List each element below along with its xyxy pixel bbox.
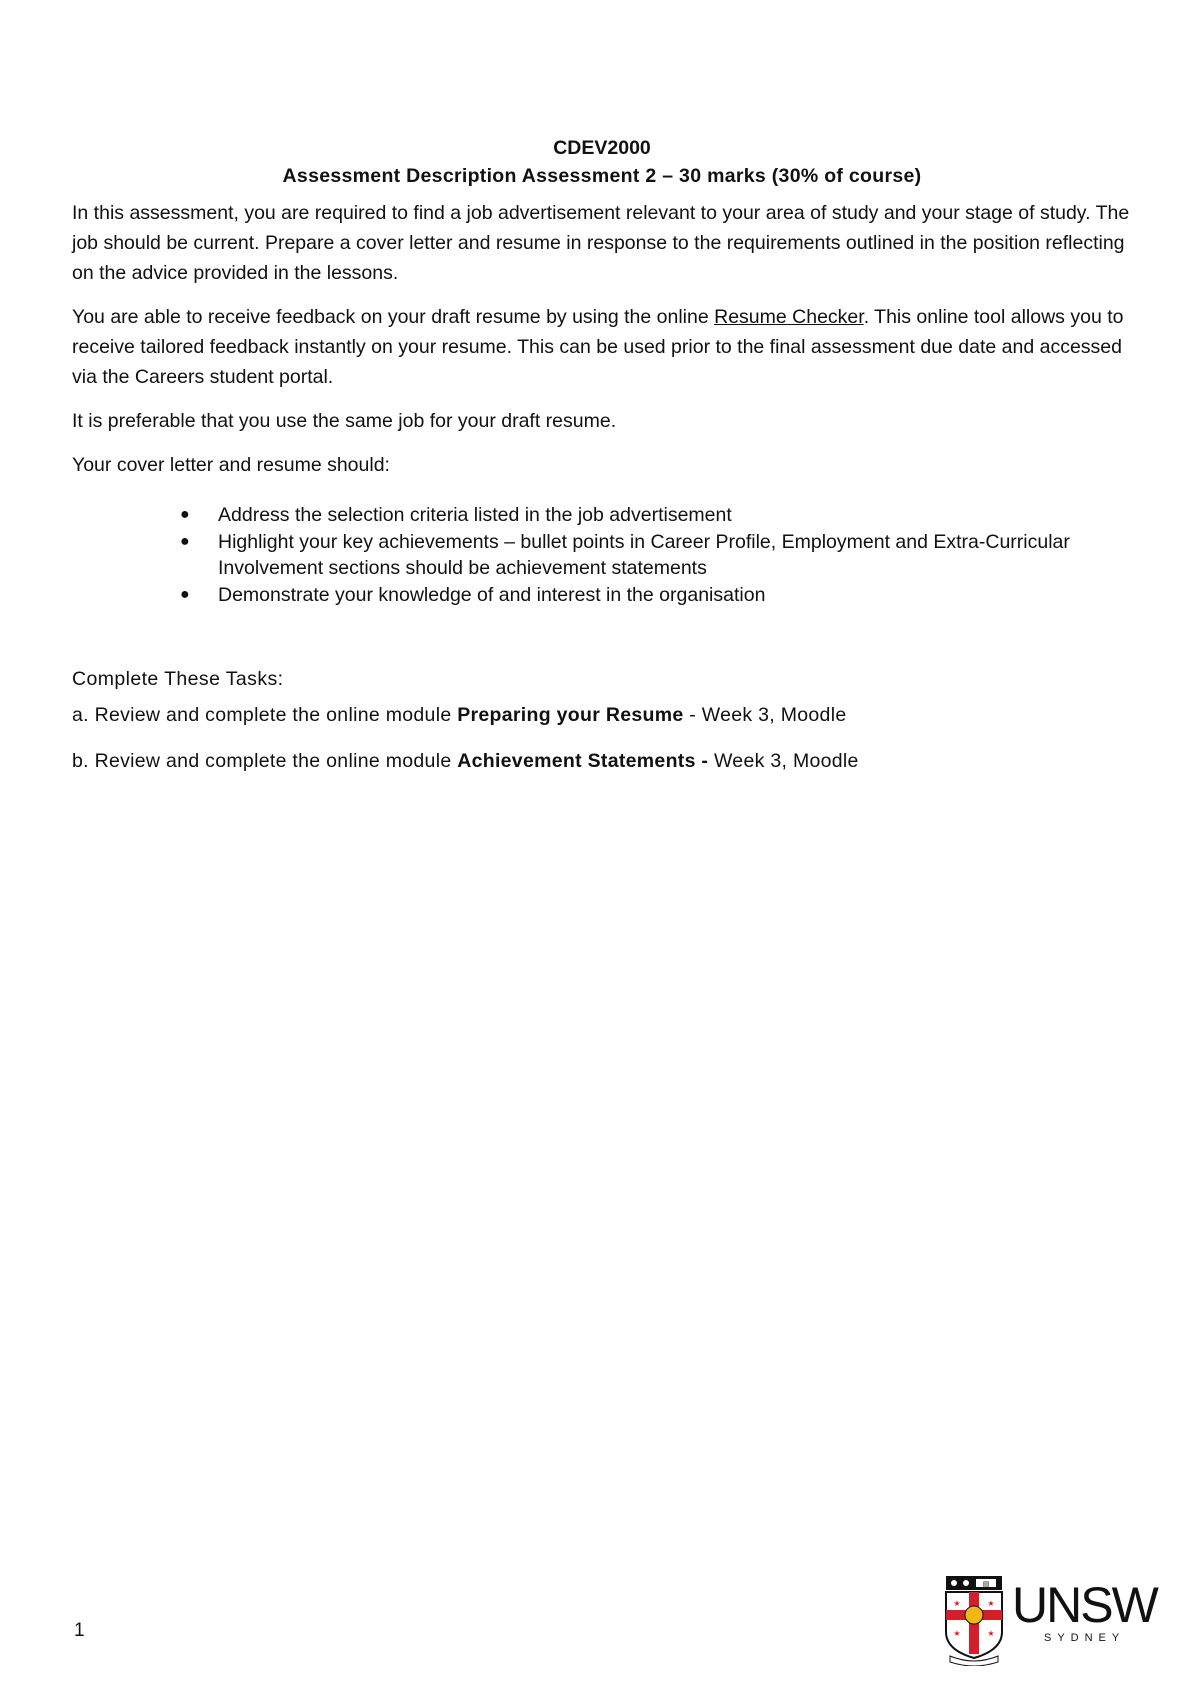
svg-text:▤: ▤ <box>982 1580 990 1588</box>
sydney-wordmark: SYDNEY <box>1044 1632 1126 1644</box>
module-name: Preparing your Resume <box>457 704 684 726</box>
criteria-item-text: Address the selection criteria listed in the job advertisement <box>218 504 732 526</box>
criteria-list <box>72 502 1132 608</box>
unsw-wordmark: UNSW <box>1012 1577 1157 1633</box>
task-item <box>72 700 1132 730</box>
criteria-lead-in: Your cover letter and resume should: <box>72 454 390 476</box>
feedback-paragraph <box>72 302 1132 392</box>
list-item <box>180 529 1132 582</box>
feedback-text-after: . This online tool allows you to receive tailored feedback instantly on your resume. This can be used prior to the final assessment due date and accessed via the Careers student portal. <box>72 306 1124 388</box>
svg-text:★: ★ <box>987 1629 995 1638</box>
bullet-icon: ● <box>180 585 190 603</box>
task-suffix: - Week 3, Moodle <box>683 704 847 726</box>
feedback-text-before: You are able to receive feedback on your draft resume by using the online <box>72 306 715 328</box>
criteria-item-text: Demonstrate your knowledge of and interest in the organisation <box>218 583 766 606</box>
bullet-icon: ● <box>180 506 190 523</box>
assessment-heading: Assessment Description Assessment 2 – 30 marks (30% of course) <box>282 165 922 187</box>
svg-text:★: ★ <box>953 1599 961 1608</box>
list-item <box>180 582 1132 609</box>
intro-paragraph: In this assessment, you are required to find a job advertisement relevant to your area of study and your stage of study. The job should be current. Prepare a cover letter and resume in response to the requirements outlined in the position reflecting on the advice provided in the lessons. <box>72 202 1130 284</box>
unsw-logo <box>944 1574 1157 1666</box>
title-block <box>72 134 1132 190</box>
module-name: Achievement Statements - <box>457 750 709 772</box>
task-item <box>72 746 1132 776</box>
svg-text:★: ★ <box>987 1599 995 1608</box>
tasks-heading: Complete These Tasks: <box>72 668 284 690</box>
list-item <box>180 502 1132 529</box>
document-body <box>72 134 1132 792</box>
page-number: 1 <box>74 1620 85 1641</box>
task-prefix: b. Review and complete the online module <box>72 750 458 772</box>
criteria-item-text: Highlight your key achievements – bullet points in Career Profile, Employment and Extra-Curricular Involvement sections should be achievement statements <box>218 530 1070 579</box>
same-job-paragraph: It is preferable that you use the same job for your draft resume. <box>72 410 617 432</box>
course-code: CDEV2000 <box>553 137 651 159</box>
unsw-crest-icon <box>944 1574 1004 1666</box>
task-suffix: Week 3, Moodle <box>708 750 859 772</box>
task-prefix: a. Review and complete the online module <box>72 704 458 726</box>
bullet-icon: ● <box>180 532 190 550</box>
svg-text:★: ★ <box>953 1629 961 1638</box>
resume-checker-link[interactable]: Resume Checker <box>714 306 864 328</box>
